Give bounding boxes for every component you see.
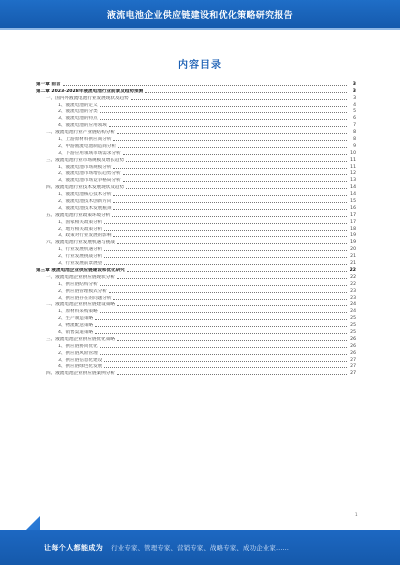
toc-entry[interactable] — [36, 349, 356, 356]
toc-leader-dots — [113, 236, 347, 237]
toc-leader-dots — [95, 333, 347, 334]
toc-entry-label: 2、供应链管理模式分析 — [58, 288, 107, 294]
toc-entry-label: 3、下游应用领域市场需求分析 — [58, 150, 121, 156]
toc-leader-dots — [131, 99, 347, 100]
toc-leader-dots — [100, 112, 347, 113]
toc-leader-dots — [95, 319, 347, 320]
toc-entry-label: 2、中游液流电池制造商分析 — [58, 143, 117, 149]
toc-entry-page: 27 — [350, 371, 356, 377]
toc-entry[interactable] — [36, 273, 356, 280]
toc-entry-label: 4、液流电池的应用领域 — [58, 123, 107, 129]
footer-roles: 行业专家、管理专家、营销专家、战略专家、成功企业家…… — [111, 544, 290, 552]
toc-entry-page: 21 — [350, 254, 356, 260]
toc-entry-label: 4、销售渠道策略 — [58, 329, 94, 335]
toc-entry[interactable] — [36, 156, 356, 163]
toc-entry-page: 14 — [350, 185, 356, 191]
toc-entry-page: 14 — [350, 192, 356, 198]
toc-entry-page: 5 — [353, 109, 356, 115]
toc-entry-page: 22 — [350, 274, 356, 280]
toc-leader-dots — [104, 367, 347, 368]
toc-leader-dots — [100, 312, 347, 313]
toc-leader-dots — [104, 223, 347, 224]
toc-entry-page: 9 — [353, 143, 356, 149]
toc-leader-dots — [104, 250, 347, 251]
toc-entry-label: 1、上游原材料供应商分析 — [58, 137, 112, 143]
toc-entry-page: 8 — [353, 137, 356, 143]
toc-entry-page: 26 — [350, 343, 356, 349]
toc-leader-dots — [117, 374, 347, 375]
toc-leader-dots — [109, 292, 347, 293]
toc-entry-label: 2、液流电池市场增长趋势分析 — [58, 171, 121, 177]
toc-leader-dots — [100, 106, 347, 107]
footer-banner — [0, 530, 400, 565]
toc-leader-dots — [117, 133, 347, 134]
toc-entry[interactable] — [36, 197, 356, 204]
toc-entry[interactable] — [36, 294, 356, 301]
toc-entry[interactable] — [36, 356, 356, 363]
toc-entry-label: 1、供应链结构分析 — [58, 281, 98, 287]
toc-leader-dots — [113, 299, 347, 300]
toc-entry[interactable] — [36, 170, 356, 177]
toc-entry[interactable] — [36, 369, 356, 376]
toc-entry[interactable] — [36, 238, 356, 245]
toc-entry[interactable] — [36, 218, 356, 225]
toc-entry-page: 4 — [353, 102, 356, 108]
toc-entry-label: 3、液流电池的特点 — [58, 116, 98, 122]
toc-leader-dots — [117, 340, 347, 341]
toc-leader-dots — [104, 257, 347, 258]
toc-entry-page: 24 — [350, 309, 356, 315]
toc-entry-page: 24 — [350, 302, 356, 308]
toc-entry-page: 10 — [350, 150, 356, 156]
toc-entry-label: 二、液流电池企业供应链建设策略 — [46, 302, 115, 308]
toc-leader-dots — [123, 181, 347, 182]
toc-entry-label: 1、液流电池核心技术分析 — [58, 192, 112, 198]
toc-entry-page: 22 — [349, 267, 356, 273]
toc-entry-page: 8 — [353, 130, 356, 136]
toc-entry-page: 26 — [350, 350, 356, 356]
toc-entry[interactable] — [36, 80, 356, 87]
toc-entry-label: 第一章 前言 — [36, 81, 61, 87]
toc-entry[interactable] — [36, 307, 356, 314]
toc-entry[interactable] — [36, 301, 356, 308]
toc-entry-label: 3、液流电池市场竞争格局分析 — [58, 178, 121, 184]
toc-entry[interactable] — [36, 135, 356, 142]
toc-entry-label: 一、液流电池企业供应链现状分析 — [46, 274, 115, 280]
toc-entry-page: 17 — [350, 212, 356, 218]
toc-entry[interactable] — [36, 176, 356, 183]
toc-leader-dots — [104, 361, 347, 362]
toc-leader-dots — [113, 209, 347, 210]
toc-entry[interactable] — [36, 87, 356, 94]
toc-entry[interactable] — [36, 266, 356, 273]
toc-entry-label: 四、液流电池行业技术发展现状及趋势 — [46, 185, 125, 191]
toc-leader-dots — [100, 285, 347, 286]
toc-entry-page: 3 — [352, 81, 356, 87]
toc-leader-dots — [123, 154, 347, 155]
report-header — [0, 0, 400, 28]
toc-leader-dots — [126, 161, 347, 162]
toc-entry[interactable] — [36, 259, 356, 266]
toc-entry-label: 二、液流电池行业产业链结构分析 — [46, 130, 115, 136]
toc-entry-label: 2、行业发展挑战分析 — [58, 254, 103, 260]
toc-entry-page: 25 — [350, 323, 356, 329]
toc-leader-dots — [112, 216, 347, 217]
toc-entry-page: 3 — [352, 88, 356, 94]
toc-leader-dots — [113, 202, 347, 203]
toc-entry[interactable] — [36, 287, 356, 294]
toc-leader-dots — [113, 168, 347, 169]
toc-entry-label: 3、物流配送策略 — [58, 323, 94, 329]
toc-entry-page: 19 — [350, 240, 356, 246]
toc-entry-label: 第三章 液流电池企业供应链建设和优化研究 — [36, 267, 125, 273]
toc-entry[interactable] — [36, 142, 356, 149]
toc-entry-label: 第二章 2023-2028年液流电池行业前景及趋势预测 — [36, 88, 144, 94]
table-of-contents — [36, 80, 356, 516]
toc-entry[interactable] — [36, 190, 356, 197]
toc-entry-page: 11 — [350, 164, 356, 170]
toc-entry-page: 21 — [350, 261, 356, 267]
toc-entry-page: 16 — [350, 205, 356, 211]
toc-leader-dots — [113, 140, 347, 141]
toc-leader-dots — [126, 188, 347, 189]
toc-entry-label: 三、液流电池行业市场规模及增长趋势 — [46, 157, 125, 163]
toc-entry[interactable] — [36, 163, 356, 170]
toc-heading: 内容目录 — [178, 60, 222, 71]
toc-entry-label: 3、行业发展前景展望 — [58, 261, 103, 267]
toc-entry-page: 22 — [350, 281, 356, 287]
toc-entry-label: 3、政策对行业发展的影响 — [58, 233, 112, 239]
toc-entry-page: 25 — [350, 329, 356, 335]
toc-entry-label: 3、供应链存在的问题分析 — [58, 295, 112, 301]
toc-leader-dots — [145, 92, 347, 93]
toc-entry[interactable] — [36, 108, 356, 115]
toc-entry[interactable] — [36, 128, 356, 135]
toc-leader-dots — [63, 85, 347, 86]
toc-entry-page: 20 — [350, 247, 356, 253]
toc-entry[interactable] — [36, 363, 356, 370]
toc-entry-label: 1、液流电池的定义 — [58, 102, 98, 108]
toc-entry[interactable] — [36, 101, 356, 108]
toc-entry-page: 27 — [350, 357, 356, 363]
toc-entry-page: 23 — [350, 295, 356, 301]
toc-leader-dots — [109, 126, 347, 127]
toc-entry[interactable] — [36, 149, 356, 156]
header-divider — [0, 28, 400, 30]
toc-entry-label: 六、液流电池行业发展机遇与挑战 — [46, 240, 115, 246]
toc-leader-dots — [100, 119, 347, 120]
toc-entry-label: 2、供应链风险管理 — [58, 350, 98, 356]
toc-entry-label: 3、供应链信息化建设 — [58, 357, 103, 363]
toc-entry-label: 四、液流电池企业供应链案例分析 — [46, 371, 115, 377]
toc-entry-page: 11 — [350, 157, 356, 163]
report-title: 液流电池企业供应链建设和优化策略研究报告 — [106, 10, 293, 21]
toc-entry-page: 23 — [350, 288, 356, 294]
toc-entry-page: 17 — [350, 219, 356, 225]
toc-entry-page: 19 — [350, 233, 356, 239]
toc-entry-page: 27 — [350, 364, 356, 370]
toc-entry-label: 1、行业发展机遇分析 — [58, 247, 103, 253]
toc-entry[interactable] — [36, 183, 356, 190]
toc-entry[interactable] — [36, 328, 356, 335]
toc-entry-label: 1、液流电池市场规模分析 — [58, 164, 112, 170]
toc-entry-page: 3 — [353, 95, 356, 101]
toc-entry[interactable] — [36, 114, 356, 121]
toc-entry[interactable] — [36, 211, 356, 218]
toc-entry[interactable] — [36, 342, 356, 349]
toc-entry[interactable] — [36, 252, 356, 259]
toc-entry[interactable] — [36, 225, 356, 232]
toc-entry-label: 2、液流电池的分类 — [58, 109, 98, 115]
toc-entry-page: 18 — [350, 226, 356, 232]
toc-leader-dots — [104, 230, 347, 231]
toc-entry-page: 25 — [350, 316, 356, 322]
toc-entry-page: 13 — [350, 178, 356, 184]
toc-leader-dots — [117, 243, 347, 244]
toc-entry[interactable] — [36, 121, 356, 128]
toc-entry[interactable] — [36, 245, 356, 252]
toc-entry-page: 15 — [350, 199, 356, 205]
toc-leader-dots — [117, 305, 347, 306]
toc-entry-label: 3、液流电池技术发展瓶颈 — [58, 205, 112, 211]
toc-entry-label: 2、生产制造策略 — [58, 316, 94, 322]
toc-entry-page: 7 — [353, 123, 356, 129]
toc-entry-label: 4、供应链绿色化发展 — [58, 364, 103, 370]
footer-slogan: 让每个人都能成为 — [44, 543, 104, 552]
toc-leader-dots — [95, 326, 347, 327]
toc-entry-page: 26 — [350, 336, 356, 342]
toc-leader-dots — [123, 174, 347, 175]
toc-leader-dots — [113, 195, 347, 196]
toc-entry-label: 一、国内外液流电池行业发展现状及趋势 — [46, 95, 129, 101]
toc-leader-dots — [127, 271, 347, 272]
toc-leader-dots — [117, 278, 347, 279]
toc-entry-label: 三、液流电池企业供应链优化策略 — [46, 336, 115, 342]
toc-entry-label: 1、国家相关政策分析 — [58, 219, 103, 225]
toc-entry-page: 12 — [350, 171, 356, 177]
toc-entry[interactable] — [36, 280, 356, 287]
toc-entry-label: 2、地方相关政策分析 — [58, 226, 103, 232]
toc-entry-page: 6 — [353, 116, 356, 122]
toc-entry[interactable] — [36, 204, 356, 211]
toc-entry[interactable] — [36, 232, 356, 239]
toc-leader-dots — [118, 147, 347, 148]
toc-entry[interactable] — [36, 321, 356, 328]
toc-entry[interactable] — [36, 314, 356, 321]
toc-entry-label: 五、液流电池行业政策环境分析 — [46, 212, 111, 218]
toc-entry-label: 1、原材料采购策略 — [58, 309, 98, 315]
page-number: 1 — [355, 512, 358, 517]
toc-leader-dots — [100, 347, 347, 348]
toc-entry[interactable] — [36, 94, 356, 101]
toc-leader-dots — [100, 354, 347, 355]
toc-entry-label: 1、供应链协同优化 — [58, 343, 98, 349]
toc-leader-dots — [104, 264, 347, 265]
toc-entry[interactable] — [36, 335, 356, 342]
toc-entry-label: 2、液流电池技术创新方向 — [58, 199, 112, 205]
